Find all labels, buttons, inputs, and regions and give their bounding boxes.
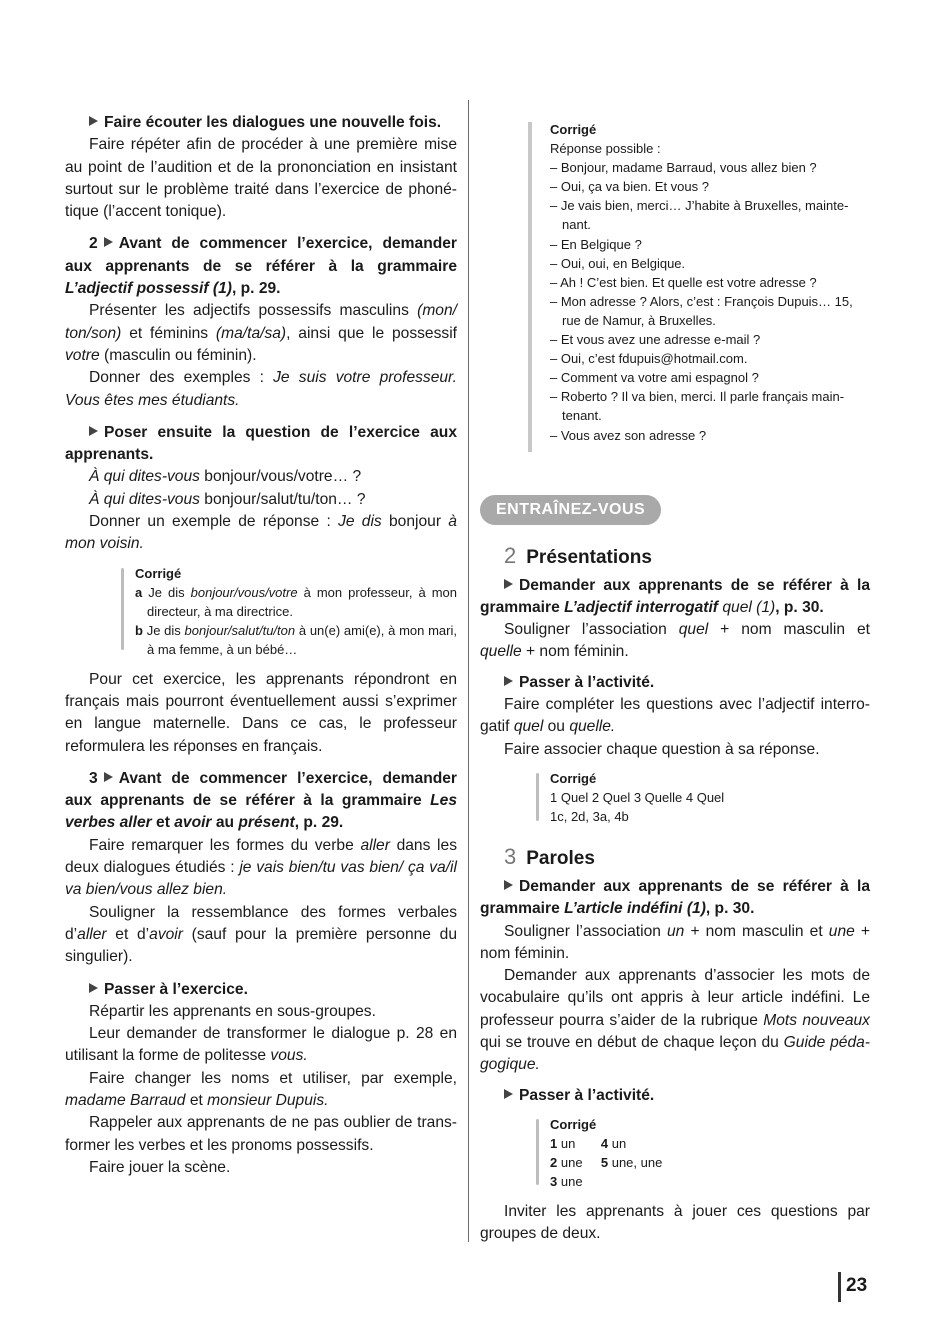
paragraph: Faire changer les noms et utiliser, par exemple, madame Barraud et monsieur Dupuis. <box>65 1069 457 1109</box>
paragraph: Répartir les apprenants en sous-groupes. <box>89 1002 376 1020</box>
paragraph: Faire répéter afin de procéder à une première mise au point de l’audition et de la prononciation en insistant surtout sur le problème traité dans l’exercice de phonétique (l’accent tonique). <box>65 136 457 221</box>
instruction-lead: Faire écouter les dialogues une nouvelle fois. <box>65 112 457 134</box>
paragraph: Faire jouer la scène. <box>89 1158 231 1176</box>
dialogue-line: – Je vais bien, merci… J’habite à Bruxelles, maintenant. <box>550 198 849 233</box>
corrige-title: Corrigé <box>550 770 597 786</box>
dialogue-line: – Oui, c’est fdupuis@hotmail.com. <box>550 351 748 367</box>
paragraph: Pour cet exercice, les apprenants répondront en français mais pourront éventuellement aussi s’exprimer en langue maternelle. Dans ce cas, le professeur reformulera les réponses en français. <box>65 670 457 755</box>
paragraph: Souligner la ressemblance des formes verbales d’aller et d’avoir (sauf pour la première personne du singulier). <box>65 903 457 966</box>
arrow-icon <box>89 426 98 436</box>
corrige-title: Corrigé <box>135 565 182 581</box>
corrige-subtitle: Réponse possible : <box>550 141 661 157</box>
paragraph: Leur demander de transformer le dialogue p. 28 en utilisant la forme de politesse vous. <box>65 1025 457 1065</box>
question-line: À qui dites-vous bonjour/vous/votre… ? <box>89 468 362 486</box>
corrige-rows <box>550 1134 870 1191</box>
instruction-lead: Passer à l’activité. <box>480 672 870 694</box>
exercise-2-lead: 2 Avant de commencer l’exercice, demander aux apprenants de se référer à la grammaire L’adjectif possessif (1), p. 29. <box>65 235 457 298</box>
corrige-bar <box>121 568 124 650</box>
arrow-icon <box>504 1089 513 1099</box>
corrige-line: 1 un 4 un <box>550 1135 627 1151</box>
corrige-box <box>135 564 457 659</box>
arrow-icon <box>89 116 98 126</box>
dialogue-line: – Bonjour, madame Barraud, vous allez bien ? <box>550 160 817 176</box>
section-2-heading: 2 Présentations <box>504 542 652 568</box>
dialogue-line: – Comment va votre ami espagnol ? <box>550 370 759 386</box>
instruction-lead: Demander aux apprenants de se référer à la grammaire L’article indéfini (1), p. 30. <box>480 877 870 918</box>
paragraph: Demander aux apprenants d’associer les mots de vocabulaire qu’ils ont appris à leur article indéfini. Le professeur pourra s’aider de la rubrique Mots nouveaux qui se trouve en début de chaque leçon du Guide pédagogique. <box>480 967 870 1074</box>
corrige-line: 1 Quel 2 Quel 3 Quelle 4 Quel <box>550 789 725 805</box>
column-divider <box>468 100 469 1242</box>
right-column <box>480 120 870 1246</box>
paragraph: Faire remarquer les formes du verbe aller dans les deux dialogues étudiés : je vais bien/tu vas bien/ ça va/il va bien/vous allez bien. <box>65 836 457 899</box>
dialogue-line: – Ah ! C’est bien. Et quelle est votre adresse ? <box>550 274 817 290</box>
corrige-box <box>550 1115 870 1191</box>
instruction-lead: Poser ensuite la question de l’exercice aux apprenants. <box>65 423 457 464</box>
instruction-lead: Passer à l’activité. <box>480 1085 870 1107</box>
arrow-icon <box>504 579 513 589</box>
paragraph: Faire associer chaque question à sa réponse. <box>504 740 820 758</box>
corrige-item: b Je dis bonjour/salut/tu/ton à un(e) ami(e), à mon mari, à ma femme, à un bébé… <box>135 622 457 657</box>
dialogue-line: – Vous avez son adresse ? <box>550 427 707 443</box>
corrige-bar <box>536 773 539 821</box>
page-number-bar <box>838 1272 841 1302</box>
section-3-heading: 3 Paroles <box>504 843 595 869</box>
exercise-3-lead: 3 Avant de commencer l’exercice, demander aux apprenants de se référer à la grammaire Les verbes aller et avoir au présent, p. 29. <box>65 769 457 832</box>
corrige-line: 1c, 2d, 3a, 4b <box>550 808 629 824</box>
paragraph: Inviter les apprenants à jouer ces questions par groupes de deux. <box>480 1202 870 1243</box>
dialogue-line: – Roberto ? Il va bien, merci. Il parle français maintenant. <box>550 389 845 424</box>
paragraph: Souligner l’association quel + nom masculin et quelle + nom féminin. <box>480 621 870 661</box>
dialogue-line: – Oui, oui, en Belgique. <box>550 255 686 271</box>
corrige-line: 2 une 5 une, une <box>550 1154 663 1170</box>
section-banner: ENTRAÎNEZ-VOUS <box>480 495 661 525</box>
corrige-line: 3 une <box>550 1173 583 1189</box>
paragraph: Souligner l’association un + nom masculin et une + nom féminin. <box>480 922 870 962</box>
corrige-title: Corrigé <box>550 122 597 137</box>
instruction-lead: Passer à l’exercice. <box>65 979 457 1001</box>
paragraph: Donner des exemples : Je suis votre professeur. Vous êtes mes étudiants. <box>65 369 457 409</box>
arrow-icon <box>504 676 513 686</box>
dialogue-line: – Mon adresse ? Alors, c’est : François Dupuis… 15, rue de Namur, à Bruxelles. <box>550 293 853 328</box>
arrow-icon <box>104 772 113 782</box>
instruction-lead: Demander aux apprenants de se référer à la grammaire L’adjectif interrogatif quel (1), p. 30. <box>480 576 870 616</box>
arrow-icon <box>504 880 513 890</box>
corrige-bar <box>528 122 532 452</box>
arrow-icon <box>104 237 113 247</box>
left-column <box>65 112 457 1179</box>
dialogue-list <box>550 158 870 444</box>
corrige-box <box>550 769 870 826</box>
page-number: 23 <box>846 1275 868 1296</box>
dialogue-line: – Oui, ça va bien. Et vous ? <box>550 179 709 195</box>
paragraph: Donner un exemple de réponse : Je dis bonjour à mon voisin. <box>65 513 457 553</box>
corrige-item: a Je dis bonjour/vous/votre à mon professeur, à mon directeur, à ma directrice. <box>135 584 457 619</box>
paragraph: Rappeler aux apprenants de ne pas oublier de transformer les verbes et les pronoms possessifs. <box>65 1114 457 1154</box>
corrige-bar <box>536 1119 539 1185</box>
dialogue-line: – En Belgique ? <box>550 236 642 252</box>
paragraph: Faire compléter les questions avec l’adjectif interrogatif quel ou quelle. <box>480 696 870 736</box>
arrow-icon <box>89 983 98 993</box>
question-line: À qui dites-vous bonjour/salut/tu/ton… ? <box>89 490 366 508</box>
corrige-title: Corrigé <box>550 1116 597 1132</box>
paragraph: Présenter les adjectifs possessifs masculins (mon/ ton/son) et féminins (ma/ta/sa), ainsi que le possessif votre (masculin ou féminin). <box>65 302 457 364</box>
dialogue-line: – Et vous avez une adresse e-mail ? <box>550 332 761 348</box>
corrige-dialogue-box <box>550 120 870 445</box>
